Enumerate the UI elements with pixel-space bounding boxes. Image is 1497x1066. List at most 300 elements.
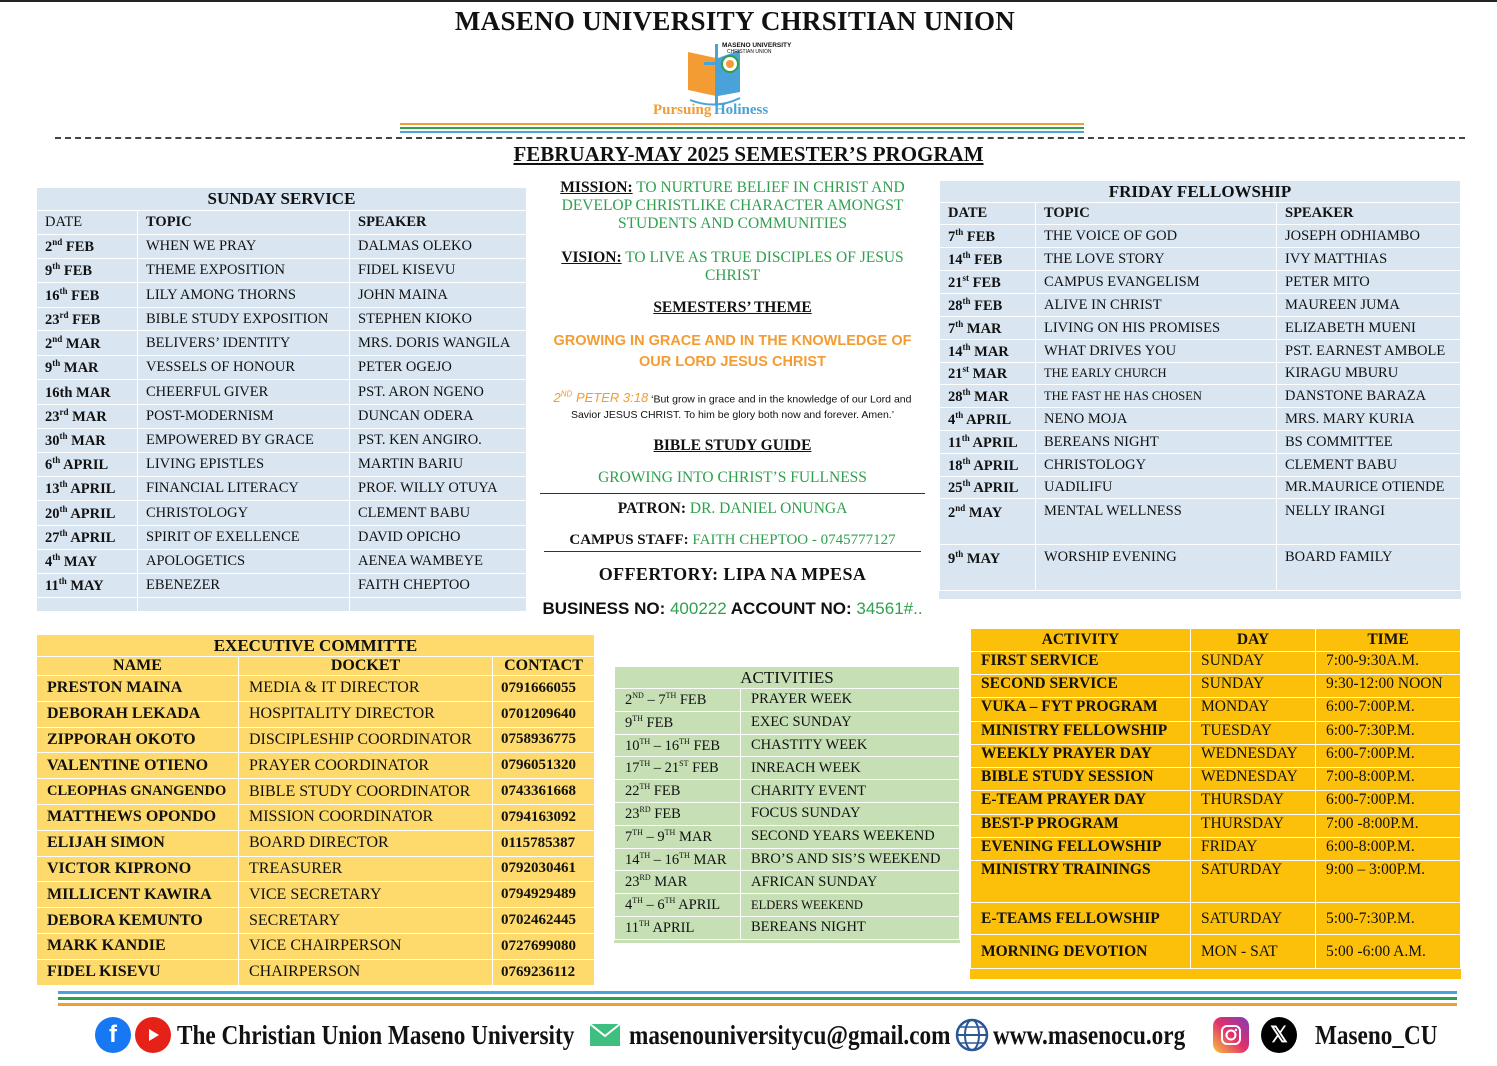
schedule-row [971, 675, 1461, 698]
footer-stripes [58, 991, 1457, 1009]
date-suffix: th [962, 249, 971, 260]
date-month: MAY [965, 504, 1003, 521]
friday-header-date: DATE [940, 203, 1036, 225]
date-suffix: th [955, 318, 964, 329]
sunday-topic: BIBLE STUDY EXPOSITION [138, 308, 350, 331]
date-suffix: th [961, 432, 970, 443]
activity-row [615, 711, 960, 734]
activity-date [615, 780, 741, 803]
activity-date-part: FEB [650, 783, 681, 799]
activity-date-part: 11 [625, 919, 639, 936]
friday-speaker: PETER MITO [1277, 271, 1461, 294]
date-month: APRIL [970, 457, 1019, 474]
sunday-row [37, 526, 527, 550]
schedule-activity: VUKA – FYT PROGRAM [971, 698, 1191, 722]
exec-name: VALENTINE OTIENO [37, 753, 239, 779]
mission-label: MISSION: [560, 179, 633, 196]
date-day: 9 [45, 262, 53, 279]
activity-date-part: 10 [625, 737, 640, 754]
exec-header-docket: DOCKET [239, 657, 493, 676]
date-day: 2 [45, 335, 53, 352]
activity-row [615, 916, 960, 939]
friday-date [940, 248, 1036, 271]
exec-docket: DISCIPLESHIP COORDINATOR [239, 727, 493, 753]
date-day: 18 [948, 457, 963, 474]
schedule-time: 7:00 -8:00P.M. [1316, 815, 1461, 838]
exec-docket: VICE CHAIRPERSON [239, 933, 493, 959]
sunday-topic: SPIRIT OF EXELLENCE [138, 526, 350, 550]
exec-docket: CHAIRPERSON [239, 959, 493, 985]
sunday-topic: FINANCIAL LITERACY [138, 477, 350, 501]
activity-date-part: – 6 [642, 896, 665, 913]
activity-date-part: TH [679, 736, 690, 746]
footer-contacts [95, 1012, 1455, 1058]
activity-date-part: APRIL [649, 919, 695, 936]
sunday-row [37, 477, 527, 501]
verse-text: ‘But grow in grace and in the knowledge of our Lord and Savior JESUS CHRIST. To him be glory both now and forever. Amen.’ [570, 393, 912, 422]
exec-row [37, 701, 595, 727]
friday-speaker: BS COMMITTEE [1277, 431, 1461, 454]
activity-date-part: TH [639, 782, 651, 792]
activity-date [615, 871, 741, 894]
date-month: MAY [66, 577, 104, 594]
activity-date [615, 711, 741, 734]
friday-row [940, 477, 1461, 499]
exec-header-contact: CONTACT [493, 657, 595, 676]
sunday-topic: CHEERFUL GIVER [138, 380, 350, 405]
exec-name: MILLICENT KAWIRA [37, 882, 239, 908]
theme-text: GROWING IN GRACE AND IN THE KNOWLEDGE OF OUR LORD JESUS CHRIST [553, 333, 912, 370]
schedule-row [971, 722, 1461, 745]
top-border [0, 0, 1497, 2]
activity-event: PRAYER WEEK [741, 689, 960, 712]
activity-row [615, 802, 960, 825]
mission [540, 179, 925, 233]
friday-speaker: NELLY IRANGI [1277, 499, 1461, 545]
date-suffix: th [58, 576, 67, 587]
sunday-speaker: DAVID OPICHO [350, 526, 527, 550]
schedule-time: 9:30-12:00 NOON [1316, 675, 1461, 698]
activity-row [615, 825, 960, 848]
exec-name: DEBORA KEMUNTO [37, 908, 239, 934]
date-month: MAR [970, 343, 1009, 360]
mpesa-numbers [540, 599, 925, 619]
date-day: 14 [948, 343, 963, 360]
schedule-activity: WEEKLY PRAYER DAY [971, 745, 1191, 768]
sunday-header-date: DATE [37, 211, 138, 235]
date-suffix: th [955, 409, 964, 420]
sunday-speaker: FAITH CHEPTOO [350, 574, 527, 598]
date-day: 23 [45, 311, 60, 328]
friday-date [940, 545, 1036, 591]
verse-ref-num: 2 [553, 390, 561, 406]
date-month: APRIL [970, 479, 1019, 496]
activity-date-part: – 16 [650, 851, 680, 868]
friday-date [940, 408, 1036, 431]
sunday-row [37, 550, 527, 574]
exec-docket: SECRETARY [239, 908, 493, 934]
date-suffix: th [52, 455, 61, 466]
sunday-speaker: MARTIN BARIU [350, 453, 527, 477]
facebook-icon[interactable]: f [95, 1017, 131, 1053]
sunday-speaker: MRS. DORIS WANGILA [350, 331, 527, 356]
date-month: APRIL [963, 411, 1012, 428]
exec-docket: MISSION COORDINATOR [239, 804, 493, 830]
date-month: MAY [60, 553, 98, 570]
friday-date [940, 271, 1036, 294]
activity-event: CHARITY EVENT [741, 780, 960, 803]
date-suffix: th [962, 478, 971, 489]
activity-date-part: 4 [625, 896, 633, 913]
date-suffix: th [955, 549, 964, 559]
activity-date-part: TH [639, 736, 651, 746]
activity-date-part: MAR [650, 874, 688, 891]
business-label: BUSINESS NO: [542, 599, 666, 619]
logo-text-sub: CHRISTIAN UNION [727, 49, 772, 55]
schedule-time: 7:00-8:00P.M. [1316, 768, 1461, 791]
theme-label: SEMESTERS’ THEME [653, 299, 812, 316]
sunday-service-title: SUNDAY SERVICE [37, 188, 527, 211]
date-suffix: th [59, 285, 68, 296]
activity-date-part: FEB [676, 691, 707, 708]
exec-contact: 0792030461 [493, 856, 595, 882]
sunday-date [37, 380, 138, 405]
header-stripes [400, 123, 1084, 135]
activity-date-part: FEB [650, 805, 681, 822]
friday-row [940, 454, 1461, 477]
schedule-activity: E-TEAMS FELLOWSHIP [971, 903, 1191, 935]
exec-contact: 0791666055 [493, 676, 595, 702]
activity-event: FOCUS SUNDAY [741, 802, 960, 825]
sunday-date [37, 356, 138, 380]
sunday-date [37, 235, 138, 259]
account-label: ACCOUNT NO: [726, 599, 852, 619]
activity-date [615, 825, 741, 848]
exec-name: FIDEL KISEVU [37, 959, 239, 985]
sunday-topic: THEME EXPOSITION [138, 259, 350, 283]
activity-date-part: APRIL [675, 896, 721, 913]
patron-name: DR. DANIEL ONUNGA [686, 500, 848, 518]
schedule-header-day: DAY [1191, 629, 1316, 652]
date-suffix: nd [955, 503, 966, 513]
vision-label: VISION: [561, 249, 622, 266]
schedule-header-time: TIME [1316, 629, 1461, 652]
date-day: 16 [45, 287, 60, 304]
sunday-date [37, 405, 138, 429]
activity-date-part: RD [639, 804, 651, 814]
schedule-day: MONDAY [1191, 698, 1316, 722]
activity-date [615, 689, 741, 712]
friday-date [940, 454, 1036, 477]
activity-date-part: 14 [625, 851, 640, 868]
schedule-activity: FIRST SERVICE [971, 652, 1191, 675]
date-month: APRIL [67, 505, 116, 522]
exec-name: VICTOR KIPRONO [37, 856, 239, 882]
date-day: 4 [45, 553, 53, 570]
activity-date-part: TH [664, 827, 676, 837]
activity-date-part: 9 [625, 714, 633, 731]
friday-speaker: MRS. MARY KURIA [1277, 408, 1461, 431]
date-suffix: rd [59, 407, 69, 418]
activity-event: SECOND YEARS WEEKEND [741, 825, 960, 848]
date-month: FEB [60, 262, 93, 279]
friday-row [940, 225, 1461, 248]
sunday-speaker: FIDEL KISEVU [350, 259, 527, 283]
date-suffix: th [59, 503, 68, 514]
exec-contact: 0796051320 [493, 753, 595, 779]
exec-name: MARK KANDIE [37, 933, 239, 959]
sunday-row [37, 405, 527, 429]
sunday-speaker: JOHN MAINA [350, 283, 527, 308]
exec-contact: 0701209640 [493, 701, 595, 727]
sunday-row [37, 574, 527, 598]
sunday-speaker: PST. ARON NGENO [350, 380, 527, 405]
sunday-date [37, 477, 138, 501]
date-month: MAR [963, 320, 1002, 337]
globe-icon [955, 1018, 989, 1052]
date-suffix: th [52, 261, 61, 272]
exec-name: DEBORAH LEKADA [37, 701, 239, 727]
exec-docket: TREASURER [239, 856, 493, 882]
sunday-speaker: PST. KEN ANGIRO. [350, 429, 527, 453]
activity-date-part: MAR [675, 828, 713, 845]
bible-study-text: GROWING INTO CHRIST’S FULLNESS [540, 469, 925, 494]
x-icon[interactable]: 𝕏 [1261, 1017, 1297, 1053]
friday-speaker: MR.MAURICE OTIENDE [1277, 477, 1461, 499]
sunday-date [37, 501, 138, 526]
date-month: APRIL [60, 456, 109, 473]
website-link[interactable]: www.masenocu.org [993, 1019, 1186, 1050]
youtube-icon[interactable] [135, 1017, 171, 1053]
schedule-row [971, 745, 1461, 768]
exec-title: EXECUTIVE COMMITTE [37, 635, 595, 657]
exec-contact: 0115785387 [493, 830, 595, 856]
friday-row [940, 385, 1461, 408]
activity-date [615, 894, 741, 917]
schedule-row [971, 903, 1461, 935]
friday-date [940, 477, 1036, 499]
activity-date-part: TH [665, 690, 677, 700]
bible-study-label: BIBLE STUDY GUIDE [653, 437, 812, 455]
date-suffix: rd [59, 309, 69, 320]
activity-event: CHASTITY WEEK [741, 734, 960, 757]
friday-topic: THE LOVE STORY [1036, 248, 1277, 271]
activity-date-part: ND [632, 690, 644, 700]
friday-speaker: CLEMENT BABU [1277, 454, 1461, 477]
date-suffix: th [962, 455, 971, 466]
friday-date [940, 385, 1036, 408]
sunday-topic: BELIVERS’ IDENTITY [138, 331, 350, 356]
friday-speaker: IVY MATTHIAS [1277, 248, 1461, 271]
patron-label: PATRON: [617, 500, 686, 518]
schedule-activity: E-TEAM PRAYER DAY [971, 791, 1191, 815]
friday-speaker: BOARD FAMILY [1277, 545, 1461, 591]
activity-date-part: TH [638, 918, 650, 928]
activity-date [615, 757, 741, 780]
email-link[interactable]: masenouniversitycu@gmail.com [629, 1019, 951, 1050]
activity-row [615, 757, 960, 780]
friday-topic: THE VOICE OF GOD [1036, 225, 1277, 248]
date-day: 28 [948, 297, 963, 314]
friday-date [940, 499, 1036, 545]
schedule-row [971, 698, 1461, 722]
friday-topic: CAMPUS EVANGELISM [1036, 271, 1277, 294]
exec-contact: 0794163092 [493, 804, 595, 830]
exec-row [37, 779, 595, 805]
sunday-speaker: PETER OGEJO [350, 356, 527, 380]
schedule-time: 6:00-7:00P.M. [1316, 745, 1461, 768]
activity-date-part: RD [639, 873, 651, 883]
sunday-row [37, 380, 527, 405]
schedule-row [971, 768, 1461, 791]
instagram-icon[interactable] [1213, 1017, 1249, 1053]
friday-row [940, 363, 1461, 385]
date-month: FEB [970, 297, 1003, 314]
center-info [540, 179, 925, 619]
date-month: FEB [67, 287, 100, 304]
friday-fellowship-title: FRIDAY FELLOWSHIP [940, 181, 1461, 203]
friday-topic: ALIVE IN CHRIST [1036, 294, 1277, 317]
friday-header-speaker: SPEAKER [1277, 203, 1461, 225]
schedule-row [971, 652, 1461, 675]
schedule-time: 6:00-7:00P.M. [1316, 791, 1461, 815]
activity-date-part: 17 [625, 760, 640, 777]
sunday-date [37, 283, 138, 308]
cu-logo [653, 40, 792, 122]
bible-verse [540, 387, 925, 423]
sunday-date [37, 453, 138, 477]
activity-date-part: TH [632, 713, 643, 723]
friday-topic: THE EARLY CHURCH [1036, 363, 1277, 385]
exec-row [37, 830, 595, 856]
date-month: MAR [970, 388, 1009, 405]
activity-date [615, 734, 741, 757]
schedule-day: MON - SAT [1191, 935, 1316, 969]
friday-topic: MENTAL WELLNESS [1036, 499, 1277, 545]
date-month: APRIL [67, 529, 116, 546]
sunday-topic: WHEN WE PRAY [138, 235, 350, 259]
friday-speaker: ELIZABETH MUENI [1277, 317, 1461, 340]
sunday-topic: LIVING EPISTLES [138, 453, 350, 477]
sunday-date [37, 526, 138, 550]
friday-speaker: PST. EARNEST AMBOLE [1277, 340, 1461, 363]
weekly-schedule-table [970, 628, 1461, 979]
exec-contact: 0769236112 [493, 959, 595, 985]
exec-name: PRESTON MAINA [37, 676, 239, 702]
program-title: FEBRUARY-MAY 2025 SEMESTER’S PROGRAM [513, 142, 984, 166]
friday-topic: LIVING ON HIS PROMISES [1036, 317, 1277, 340]
exec-contact: 0794929489 [493, 882, 595, 908]
activity-date-part: TH [632, 827, 643, 837]
activity-date-part: 2 [625, 691, 633, 708]
date-day: 30 [45, 432, 60, 449]
date-month: FEB [970, 251, 1003, 268]
sunday-row [37, 501, 527, 526]
date-day: 13 [45, 480, 60, 497]
exec-row [37, 804, 595, 830]
sunday-date [37, 550, 138, 574]
date-month: APRIL [969, 434, 1018, 451]
date-month: FEB [963, 228, 996, 245]
activity-event: BRO’S AND SIS’S WEEKEND [741, 848, 960, 871]
activity-event: BEREANS NIGHT [741, 916, 960, 939]
activities-title: ACTIVITIES [615, 667, 960, 689]
page-title: MASENO UNIVERSITY CHRSITIAN UNION [454, 6, 1016, 36]
activity-date-part: TH [632, 896, 643, 906]
activity-row [615, 848, 960, 871]
motto-left: Pursuing [653, 102, 712, 118]
date-day: 23 [45, 408, 60, 425]
social-handle: Maseno_CU [1315, 1019, 1438, 1050]
friday-topic: THE FAST HE HAS CHOSEN [1036, 385, 1277, 408]
activity-date-part: FEB [689, 737, 721, 754]
sunday-service-table [36, 187, 527, 611]
friday-speaker: DANSTONE BARAZA [1277, 385, 1461, 408]
activity-date-part: MAR [689, 851, 727, 868]
mission-text: TO NURTURE BELIEF IN CHRIST AND DEVELOP CHRISTLIKE CHARACTER AMONGST STUDENTS AND COMMUNITIES [561, 179, 905, 232]
sunday-speaker: STEPHEN KIOKO [350, 308, 527, 331]
exec-name: ZIPPORAH OKOTO [37, 727, 239, 753]
date-day: 28 [948, 388, 963, 405]
date-month: FEB [68, 311, 101, 328]
logo-text-top: MASENO UNIVERSITY [722, 42, 792, 49]
mail-icon [589, 1023, 621, 1047]
schedule-day: SUNDAY [1191, 675, 1316, 698]
friday-row [940, 248, 1461, 271]
offertory: OFFERTORY: LIPA NA MPESA [598, 564, 867, 585]
date-day: 21 [948, 365, 963, 382]
staff-name: FAITH CHEPTOO - 0745777127 [688, 532, 896, 549]
friday-speaker: JOSEPH ODHIAMBO [1277, 225, 1461, 248]
date-suffix: nd [52, 237, 63, 248]
sunday-row [37, 356, 527, 380]
schedule-activity: EVENING FELLOWSHIP [971, 838, 1191, 861]
business-no: 400222 [665, 599, 727, 619]
exec-row [37, 676, 595, 702]
exec-contact: 0743361668 [493, 779, 595, 805]
verse-ref [554, 390, 649, 405]
sunday-topic: EMPOWERED BY GRACE [138, 429, 350, 453]
date-month: MAR [969, 365, 1008, 382]
sunday-speaker: DUNCAN ODERA [350, 405, 527, 429]
schedule-time: 7:00-9:30A.M. [1316, 652, 1461, 675]
verse-ref-book: PETER 3:18 [572, 390, 649, 406]
date-suffix: nd [52, 333, 63, 344]
schedule-row [971, 861, 1461, 903]
date-day: 27 [45, 529, 60, 546]
schedule-day: THURSDAY [1191, 791, 1316, 815]
exec-docket: BOARD DIRECTOR [239, 830, 493, 856]
date-suffix: th [59, 431, 68, 442]
activity-event: ELDERS WEEKEND [741, 894, 960, 917]
date-day: 16th MAR [45, 384, 111, 401]
activity-date-part: – 7 [643, 691, 666, 708]
page-name: The Christian Union Maseno University [177, 1019, 575, 1050]
friday-topic: NENO MOJA [1036, 408, 1277, 431]
activity-date-part: FEB [642, 714, 674, 731]
friday-date [940, 340, 1036, 363]
patron [540, 500, 925, 518]
activity-date-part: ST [679, 759, 689, 769]
activity-row [615, 871, 960, 894]
schedule-header-activity: ACTIVITY [971, 629, 1191, 652]
friday-fellowship-table [939, 180, 1461, 599]
date-month: MAY [963, 550, 1001, 567]
friday-date [940, 431, 1036, 454]
schedule-day: THURSDAY [1191, 815, 1316, 838]
motto-right: Holiness [714, 102, 769, 118]
sunday-header-speaker: SPEAKER [350, 211, 527, 235]
